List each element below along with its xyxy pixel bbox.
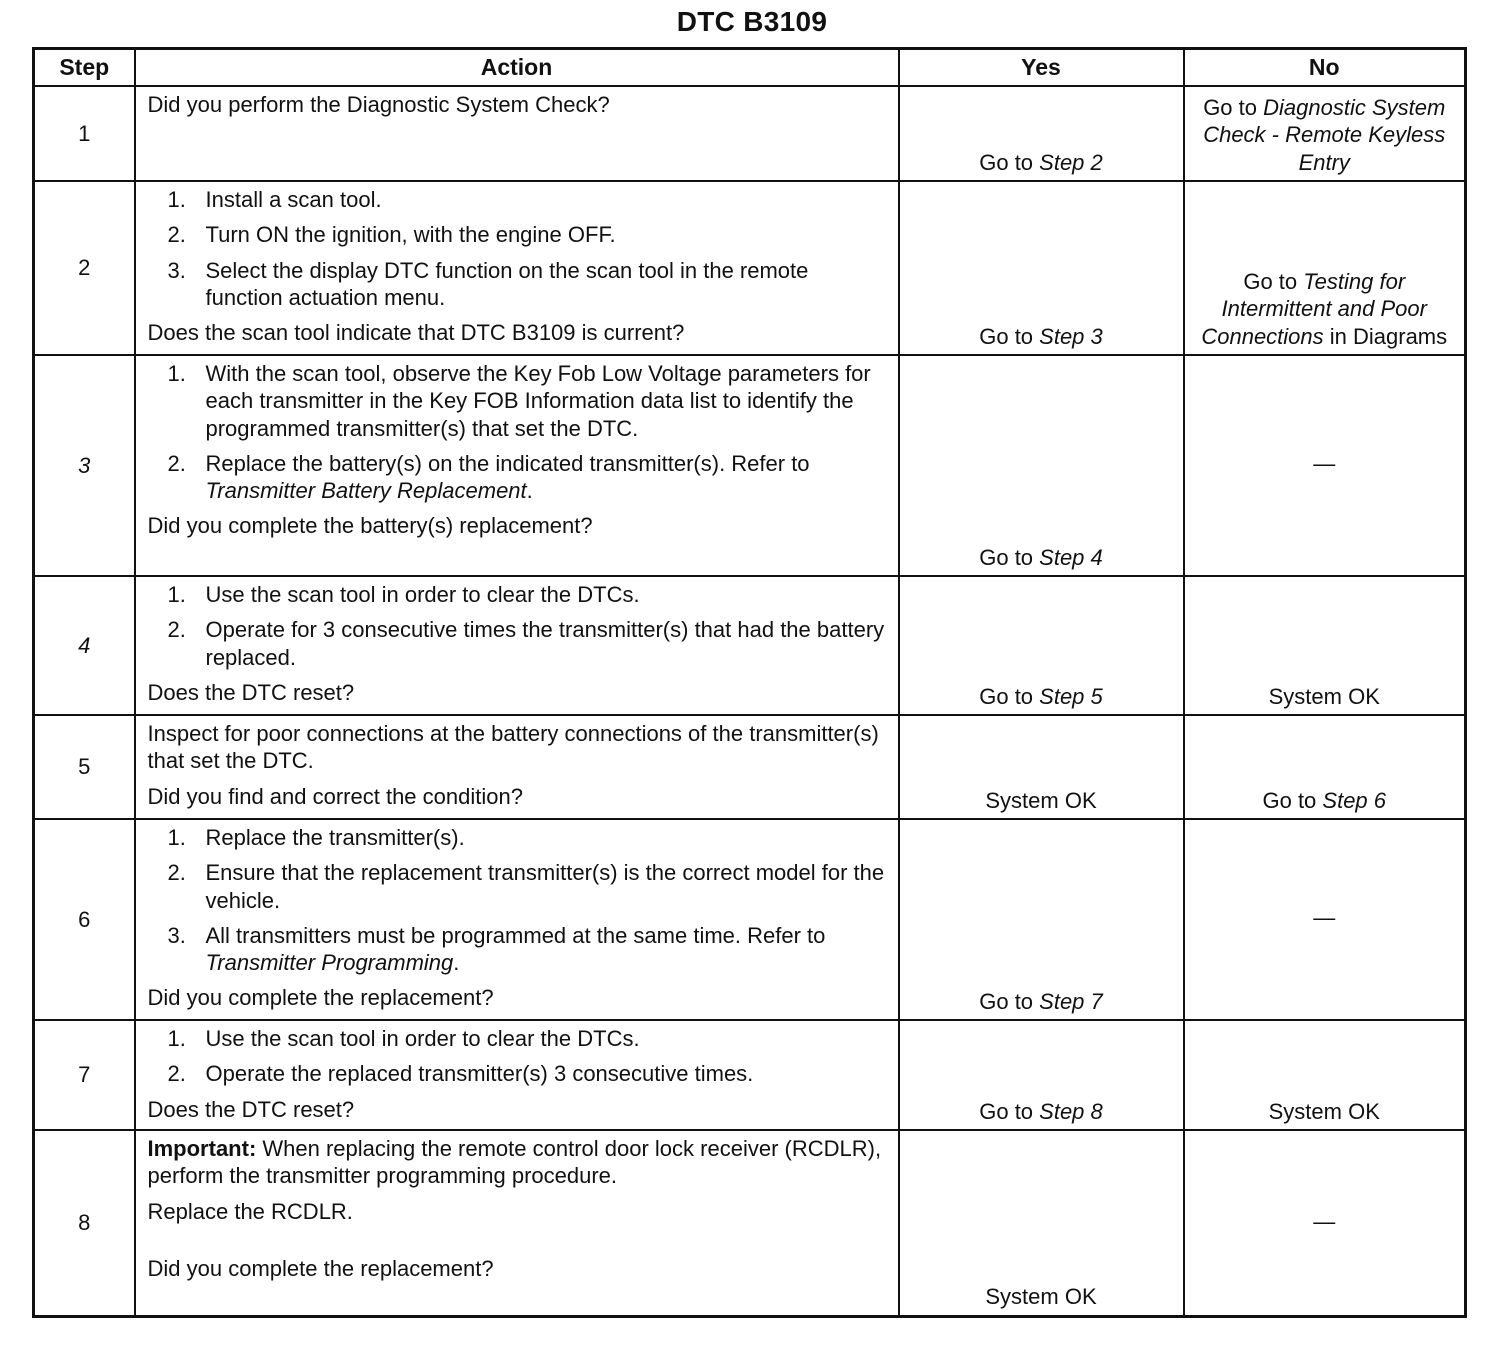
important-text: When replacing the remote control door lock receiver (RCDLR), perform the transmitter programming procedure. — [147, 1136, 882, 1189]
action-cell — [135, 819, 899, 1020]
yes-cell — [899, 576, 1184, 715]
no-prefix: Go to — [1262, 787, 1323, 813]
table-row — [34, 715, 1466, 819]
list-item: 1. Use the scan tool in order to clear the DTCs. — [167, 582, 640, 607]
action-question: Does the DTC reset? — [147, 1096, 355, 1122]
table-row — [34, 1130, 1466, 1316]
action-cell — [135, 86, 899, 181]
no-cell — [1184, 86, 1466, 181]
action-instruction: Replace the RCDLR. — [147, 1198, 353, 1224]
list-item: 3. Select the display DTC function on the scan tool in the remote function actuation menu. — [167, 257, 809, 310]
table-row — [34, 181, 1466, 355]
list-item: 1. With the scan tool, observe the Key Fob Low Voltage parameters for each transmitter in the Key FOB Information data list to identify the programmed transmitter(s) that set the DTC. — [167, 361, 871, 441]
yes-prefix: Go to — [979, 544, 1040, 570]
yes-step-link[interactable]: Step 2 — [1039, 149, 1103, 175]
yes-prefix: Go to — [979, 1098, 1040, 1124]
action-question: Did you perform the Diagnostic System Check? — [147, 92, 610, 117]
yes-step-link[interactable]: Step 7 — [1039, 988, 1103, 1014]
yes-prefix: Go to — [979, 683, 1040, 709]
action-cell — [135, 576, 899, 715]
no-dash: — — [1313, 905, 1336, 931]
no-reference-link[interactable]: Testing for Intermittent and Poor Connections — [1201, 269, 1427, 349]
step-number: 1 — [34, 86, 135, 181]
action-cell — [135, 1020, 899, 1130]
action-cell — [135, 715, 899, 819]
no-cell — [1184, 1020, 1466, 1130]
spacer — [148, 1233, 888, 1255]
yes-result: System OK — [985, 1284, 1097, 1310]
header-no: No — [1184, 49, 1466, 87]
no-step-link[interactable]: Step 6 — [1322, 787, 1387, 813]
important-label: Important: — [147, 1136, 257, 1161]
table-row — [34, 355, 1466, 576]
step-number: 3 — [34, 355, 135, 576]
table-row — [34, 1020, 1466, 1130]
no-cell — [1184, 355, 1466, 576]
no-cell — [1184, 819, 1466, 1020]
yes-cell — [899, 715, 1184, 819]
no-result: System OK — [1268, 683, 1380, 709]
no-cell — [1184, 181, 1466, 355]
diagnostic-table — [32, 47, 1467, 1318]
no-cell — [1184, 576, 1466, 715]
yes-cell — [899, 181, 1184, 355]
action-cell — [135, 1130, 899, 1316]
yes-result: System OK — [985, 787, 1097, 813]
header-row — [34, 49, 1466, 87]
step-number: 4 — [34, 576, 135, 715]
yes-cell — [899, 86, 1184, 181]
header-yes: Yes — [899, 49, 1184, 87]
important-note — [148, 1135, 888, 1190]
step-number: 7 — [34, 1020, 135, 1130]
list-item: 2. Operate for 3 consecutive times the transmitter(s) that had the battery replaced. — [167, 617, 885, 670]
action-list — [148, 186, 888, 311]
no-dash: — — [1313, 1208, 1336, 1234]
no-dash: — — [1313, 451, 1336, 477]
action-question: Does the DTC reset? — [147, 679, 355, 705]
action-list — [148, 824, 888, 976]
table-row — [34, 819, 1466, 1020]
action-cell — [135, 355, 899, 576]
yes-cell — [899, 1020, 1184, 1130]
action-cell — [135, 181, 899, 355]
action-question: Did you complete the replacement? — [147, 1255, 494, 1281]
step-number: 5 — [34, 715, 135, 819]
yes-prefix: Go to — [979, 988, 1040, 1014]
page-title: DTC B3109 — [676, 6, 828, 37]
step-number: 8 — [34, 1130, 135, 1316]
list-item: 3. All transmitters must be programmed at the same time. Refer to Transmitter Programming. — [167, 922, 826, 976]
no-prefix: Go to — [1203, 95, 1264, 121]
step-number: 6 — [34, 819, 135, 1020]
list-item: 2. Replace the battery(s) on the indicated transmitter(s). Refer to Transmitter Battery Replacement. — [167, 450, 810, 504]
list-item: 1. Install a scan tool. — [167, 187, 382, 212]
procedure-link[interactable]: Transmitter Programming — [205, 950, 454, 976]
list-item: 1. Use the scan tool in order to clear the DTCs. — [167, 1026, 640, 1051]
no-reference-link[interactable]: Diagnostic System Check - Remote Keyless Entry — [1203, 95, 1446, 175]
yes-cell — [899, 819, 1184, 1020]
action-question: Did you complete the battery(s) replacement? — [147, 513, 593, 539]
list-item: 2. Operate the replaced transmitter(s) 3 consecutive times. — [167, 1061, 754, 1087]
yes-step-link[interactable]: Step 4 — [1039, 544, 1103, 570]
header-action: Action — [135, 49, 899, 87]
yes-step-link[interactable]: Step 8 — [1039, 1098, 1103, 1124]
yes-step-link[interactable]: Step 3 — [1039, 323, 1103, 349]
list-item: 1. Replace the transmitter(s). — [167, 825, 465, 850]
action-list — [148, 1025, 888, 1088]
table-row — [34, 576, 1466, 715]
list-item: 2. Ensure that the replacement transmitter(s) is the correct model for the vehicle. — [167, 860, 885, 913]
action-list — [148, 581, 888, 671]
header-step: Step — [34, 49, 135, 87]
yes-prefix: Go to — [979, 149, 1040, 175]
no-result: System OK — [1268, 1098, 1380, 1124]
yes-step-link[interactable]: Step 5 — [1039, 683, 1103, 709]
action-instruction: Inspect for poor connections at the battery connections of the transmitter(s) that set the DTC. — [147, 721, 879, 774]
yes-cell — [899, 355, 1184, 576]
action-list — [148, 360, 888, 504]
no-cell — [1184, 715, 1466, 819]
yes-cell — [899, 1130, 1184, 1316]
action-question: Did you complete the replacement? — [147, 985, 494, 1011]
action-question: Does the scan tool indicate that DTC B3109 is current? — [147, 320, 685, 346]
step-number: 2 — [34, 181, 135, 355]
action-question: Did you find and correct the condition? — [147, 783, 523, 809]
procedure-link[interactable]: Transmitter Battery Replacement — [205, 478, 527, 504]
table-row — [34, 86, 1466, 181]
no-prefix: Go to — [1243, 269, 1304, 295]
yes-prefix: Go to — [979, 323, 1040, 349]
no-suffix: in Diagrams — [1323, 323, 1448, 349]
no-cell — [1184, 1130, 1466, 1316]
list-item: 2. Turn ON the ignition, with the engine OFF. — [167, 222, 616, 248]
